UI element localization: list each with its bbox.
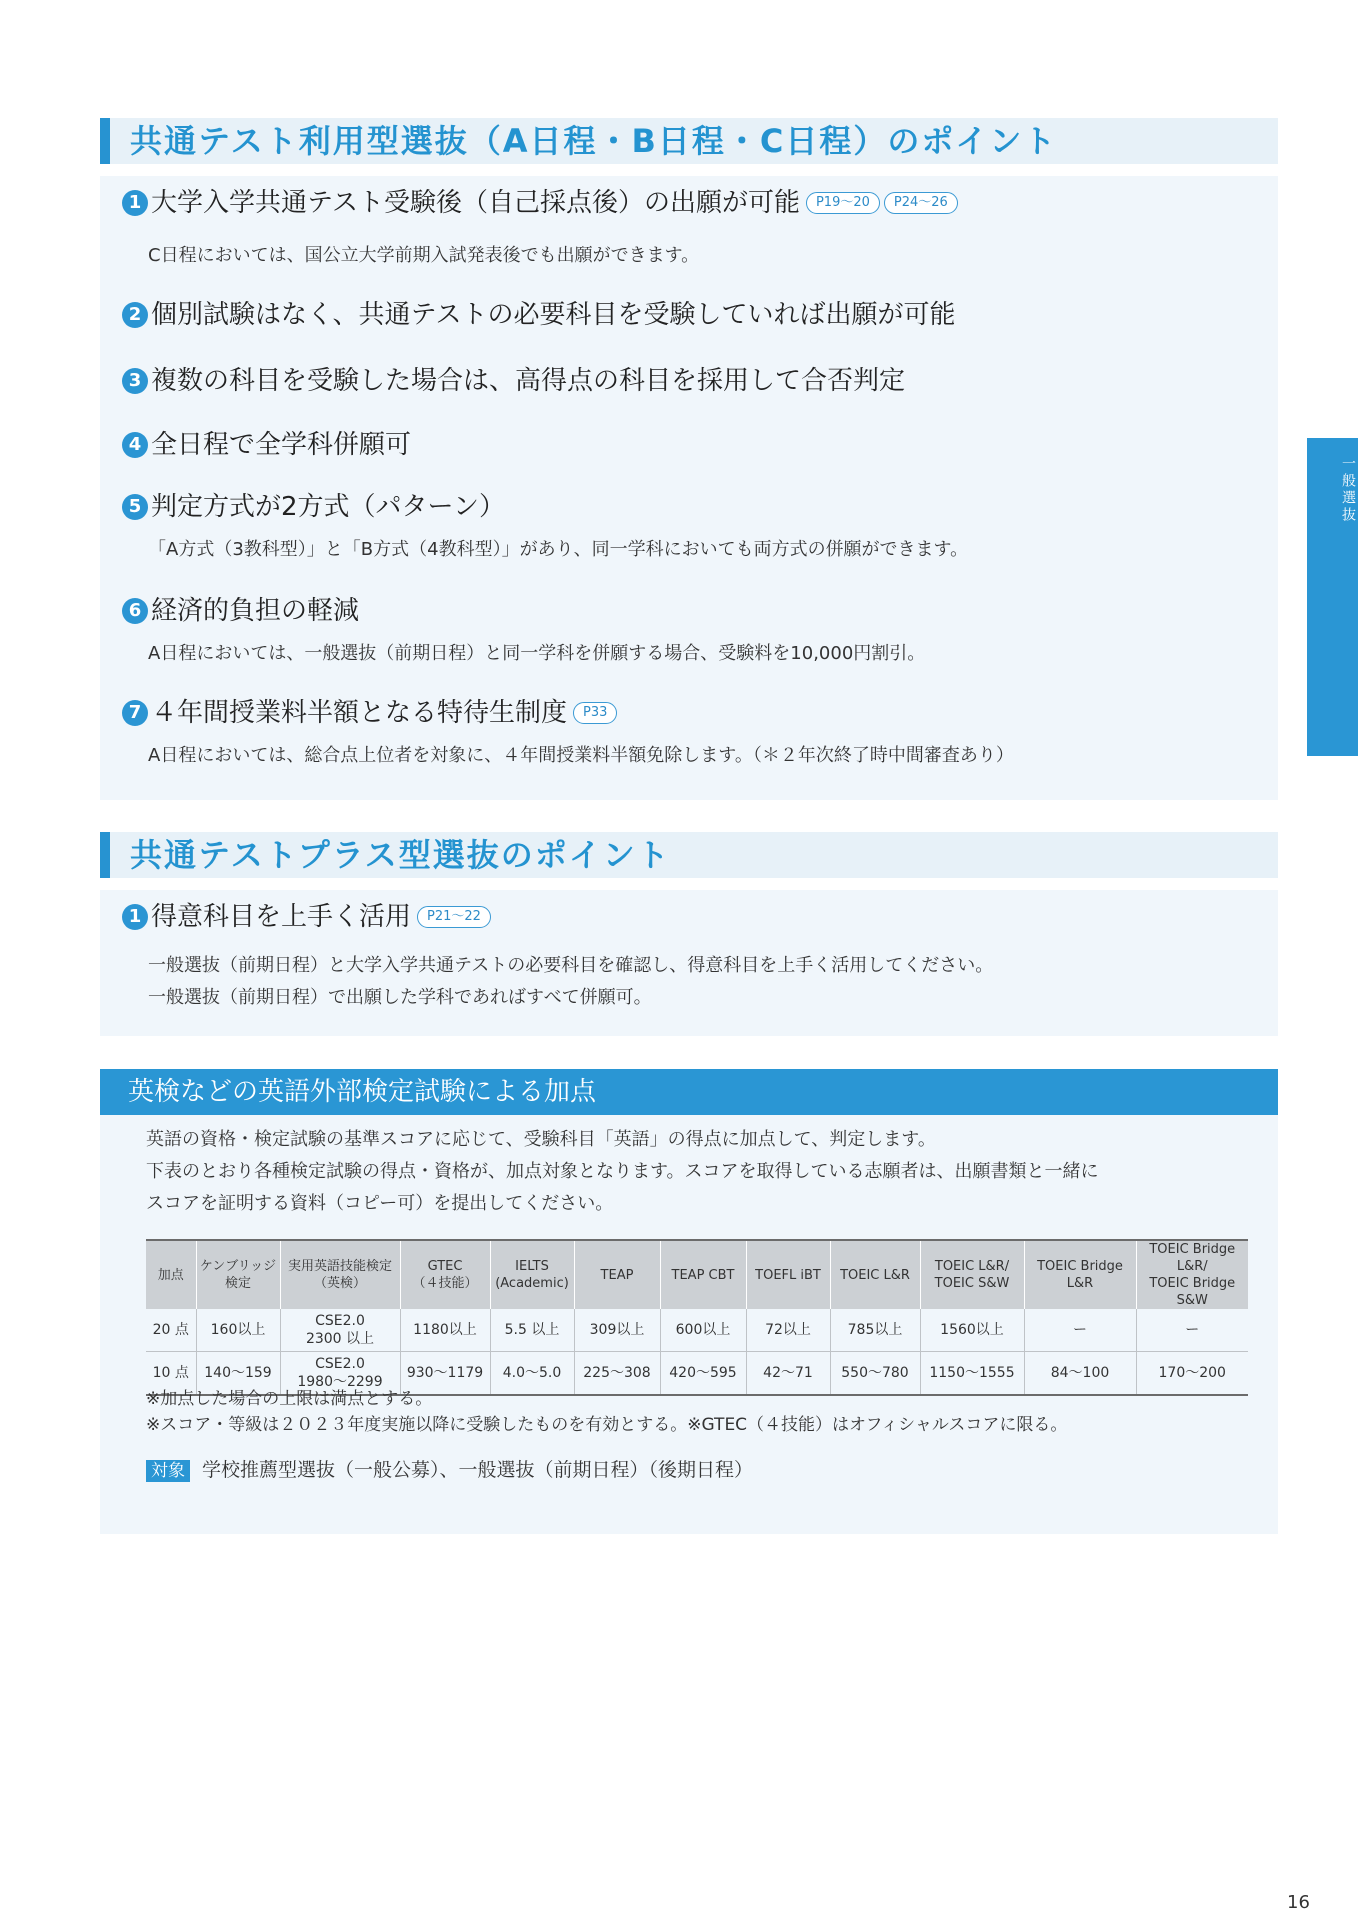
table-cell bbox=[1024, 1352, 1136, 1396]
cell-text: 84〜100 bbox=[1050, 1365, 1110, 1381]
table-header-row bbox=[146, 1240, 1248, 1309]
intro-line: スコアを証明する資料（コピー可）を提出してください。 bbox=[146, 1193, 614, 1214]
note-line: ※スコア・等級は２０２３年度実施以降に受験したものを有効とする。※GTEC（４技能）はオフィシャルスコアに限る。 bbox=[146, 1415, 1068, 1435]
table-header-cell bbox=[920, 1240, 1024, 1309]
cell-text: 420〜595 bbox=[669, 1365, 737, 1381]
cell-text: TEAP bbox=[600, 1267, 634, 1283]
cell-text: 1180以上 bbox=[413, 1322, 477, 1338]
number-badge: 5 bbox=[122, 494, 148, 520]
table-body bbox=[146, 1309, 1248, 1395]
cell-text: 2300 以上 bbox=[305, 1331, 375, 1347]
table-row bbox=[146, 1309, 1248, 1352]
table-cell bbox=[196, 1309, 280, 1352]
table-cell bbox=[660, 1352, 746, 1396]
cell-text: 検定 bbox=[224, 1276, 251, 1291]
cell-text: 実用英語技能検定 bbox=[287, 1259, 392, 1274]
section3-title: 英検などの英語外部検定試験による加点 bbox=[100, 1069, 1278, 1115]
table-cell bbox=[1136, 1352, 1248, 1396]
number-badge: 1 bbox=[122, 904, 148, 930]
number-badge: 1 bbox=[122, 190, 148, 216]
cell-text: 930〜1179 bbox=[406, 1365, 484, 1381]
point-7 bbox=[122, 696, 617, 730]
section2-desc-line: 一般選抜（前期日程）で出願した学科であればすべて併願可。 bbox=[148, 987, 652, 1008]
cell-text: 785以上 bbox=[847, 1322, 903, 1338]
table-cell bbox=[746, 1309, 830, 1352]
table-header-cell bbox=[146, 1240, 196, 1309]
number-badge: 4 bbox=[122, 432, 148, 458]
section1-panel bbox=[100, 176, 1278, 800]
page-ref-badge: P21〜22 bbox=[417, 906, 491, 928]
cell-text: GTEC bbox=[427, 1259, 463, 1274]
point-5 bbox=[122, 490, 505, 524]
point-text: 複数の科目を受験した場合は、高得点の科目を採用して合否判定 bbox=[151, 366, 906, 396]
cell-text: TOEFL iBT bbox=[755, 1267, 821, 1283]
number-badge: 7 bbox=[122, 700, 148, 726]
cell-text: （英検） bbox=[313, 1276, 366, 1291]
table-header-cell bbox=[400, 1240, 490, 1309]
table-cell bbox=[490, 1352, 574, 1396]
cell-text: 600以上 bbox=[675, 1322, 731, 1338]
cell-text: 5.5 以上 bbox=[504, 1322, 560, 1338]
table-header-cell bbox=[830, 1240, 920, 1309]
cell-text: 10 点 bbox=[152, 1365, 189, 1381]
cell-text: 550〜780 bbox=[841, 1365, 909, 1381]
note-line: ※加点した場合の上限は満点とする。 bbox=[146, 1389, 433, 1409]
cell-text: ー bbox=[1073, 1322, 1087, 1338]
cell-text: CSE2.0 bbox=[315, 1313, 365, 1329]
cell-text: 20 点 bbox=[152, 1322, 189, 1338]
point-desc: A日程においては、一般選抜（前期日程）と同一学科を併願する場合、受験料を10,000円割引。 bbox=[148, 643, 926, 664]
cell-text: 140〜159 bbox=[204, 1365, 272, 1381]
cell-text: IELTS bbox=[515, 1259, 549, 1274]
cell-text: 1560以上 bbox=[940, 1322, 1004, 1338]
point-text: 個別試験はなく、共通テストの必要科目を受験していれば出願が可能 bbox=[151, 300, 956, 330]
section2-panel bbox=[100, 890, 1278, 1036]
table-cell bbox=[920, 1352, 1024, 1396]
table-cell bbox=[574, 1309, 660, 1352]
cell-text: 1980〜2299 bbox=[297, 1374, 383, 1390]
cell-text: TOEIC Bridge L&R/ bbox=[1149, 1242, 1236, 1274]
table-cell bbox=[574, 1352, 660, 1396]
table-cell bbox=[280, 1309, 400, 1352]
cell-text: TOEIC L&R/ bbox=[934, 1259, 1010, 1274]
cell-text: 72以上 bbox=[765, 1322, 811, 1338]
point-1 bbox=[122, 900, 491, 934]
intro-line: 下表のとおり各種検定試験の得点・資格が、加点対象となります。スコアを取得している志願者は、出願書類と一緒に bbox=[146, 1161, 1099, 1182]
cell-text: （４技能） bbox=[412, 1276, 478, 1291]
point-2 bbox=[122, 298, 955, 332]
cell-text: TOEIC S&W bbox=[934, 1276, 1010, 1291]
table-cell bbox=[660, 1309, 746, 1352]
section1-title: 共通テスト利用型選抜（A日程・B日程・C日程）のポイント bbox=[100, 118, 1278, 164]
side-tab-label: 一般選抜 bbox=[1340, 456, 1356, 524]
table-cell bbox=[746, 1352, 830, 1396]
cell-text: TEAP CBT bbox=[671, 1267, 735, 1283]
table-header-cell bbox=[196, 1240, 280, 1309]
table-header-cell bbox=[746, 1240, 830, 1309]
page-ref-badge: P33 bbox=[573, 702, 617, 724]
point-text: 大学入学共通テスト受験後（自己採点後）の出願が可能 bbox=[151, 188, 800, 218]
number-badge: 2 bbox=[122, 302, 148, 328]
cell-text: 加点 bbox=[157, 1267, 184, 1283]
point-3 bbox=[122, 364, 905, 398]
point-text: 得意科目を上手く活用 bbox=[151, 902, 412, 932]
target-text: 学校推薦型選抜（一般公募）、一般選抜（前期日程）（後期日程） bbox=[202, 1459, 754, 1481]
point-text: ４年間授業料半額となる特待生制度 bbox=[151, 698, 568, 728]
point-desc: C日程においては、国公立大学前期入試発表後でも出願ができます。 bbox=[148, 245, 700, 266]
target-line bbox=[146, 1455, 753, 1482]
section2-title: 共通テストプラス型選抜のポイント bbox=[100, 832, 1278, 878]
table-header-cell bbox=[490, 1240, 574, 1309]
cell-text: 160以上 bbox=[210, 1322, 266, 1338]
cell-text: ケンブリッジ bbox=[199, 1259, 277, 1274]
cell-text: 4.0〜5.0 bbox=[502, 1365, 562, 1381]
cell-text: TOEIC L&R bbox=[840, 1267, 910, 1283]
cell-text: CSE2.0 bbox=[315, 1356, 365, 1372]
point-desc: 「A方式（3教科型）」と「B方式（4教科型）」があり、同一学科においても両方式の併願ができます。 bbox=[148, 539, 969, 560]
cell-text: 42〜71 bbox=[763, 1365, 813, 1381]
table-cell bbox=[830, 1309, 920, 1352]
table-header-cell bbox=[1024, 1240, 1136, 1309]
table-cell bbox=[490, 1309, 574, 1352]
table-cell bbox=[400, 1309, 490, 1352]
point-text: 判定方式が2方式（パターン） bbox=[151, 492, 506, 522]
table-cell bbox=[1024, 1309, 1136, 1352]
side-tab bbox=[1307, 438, 1358, 756]
table-header-cell bbox=[280, 1240, 400, 1309]
point-text: 経済的負担の軽減 bbox=[151, 596, 360, 626]
table-header-cell bbox=[1136, 1240, 1248, 1309]
cell-text: TOEIC Bridge S&W bbox=[1149, 1276, 1236, 1308]
score-table bbox=[146, 1239, 1248, 1396]
point-desc: A日程においては、総合点上位者を対象に、４年間授業料半額免除します。（＊２年次終了時中間審査あり） bbox=[148, 745, 1014, 766]
cell-text: 225〜308 bbox=[583, 1365, 651, 1381]
page-ref-badge: P24〜26 bbox=[884, 192, 958, 214]
point-1 bbox=[122, 186, 958, 220]
intro-line: 英語の資格・検定試験の基準スコアに応じて、受験科目「英語」の得点に加点して、判定します。 bbox=[146, 1129, 936, 1150]
point-6 bbox=[122, 594, 359, 628]
table-cell bbox=[920, 1309, 1024, 1352]
number-badge: 6 bbox=[122, 598, 148, 624]
target-tag: 対象 bbox=[146, 1460, 190, 1482]
table-cell bbox=[146, 1309, 196, 1352]
cell-text: TOEIC Bridge L&R bbox=[1037, 1259, 1123, 1291]
page-number: 16 bbox=[1287, 1892, 1310, 1913]
section2-desc-line: 一般選抜（前期日程）と大学入学共通テストの必要科目を確認し、得意科目を上手く活用してください。 bbox=[148, 955, 994, 976]
page-ref-badge: P19〜20 bbox=[806, 192, 880, 214]
cell-text: ー bbox=[1185, 1322, 1200, 1338]
table-header-cell bbox=[660, 1240, 746, 1309]
table-cell bbox=[1136, 1309, 1248, 1352]
number-badge: 3 bbox=[122, 368, 148, 394]
point-text: 全日程で全学科併願可 bbox=[151, 430, 412, 460]
cell-text: 1150〜1555 bbox=[929, 1365, 1015, 1381]
table-cell bbox=[830, 1352, 920, 1396]
cell-text: (Academic) bbox=[495, 1276, 569, 1291]
cell-text: 309以上 bbox=[589, 1322, 645, 1338]
point-4 bbox=[122, 428, 411, 462]
cell-text: 170〜200 bbox=[1158, 1365, 1226, 1381]
table-header-cell bbox=[574, 1240, 660, 1309]
